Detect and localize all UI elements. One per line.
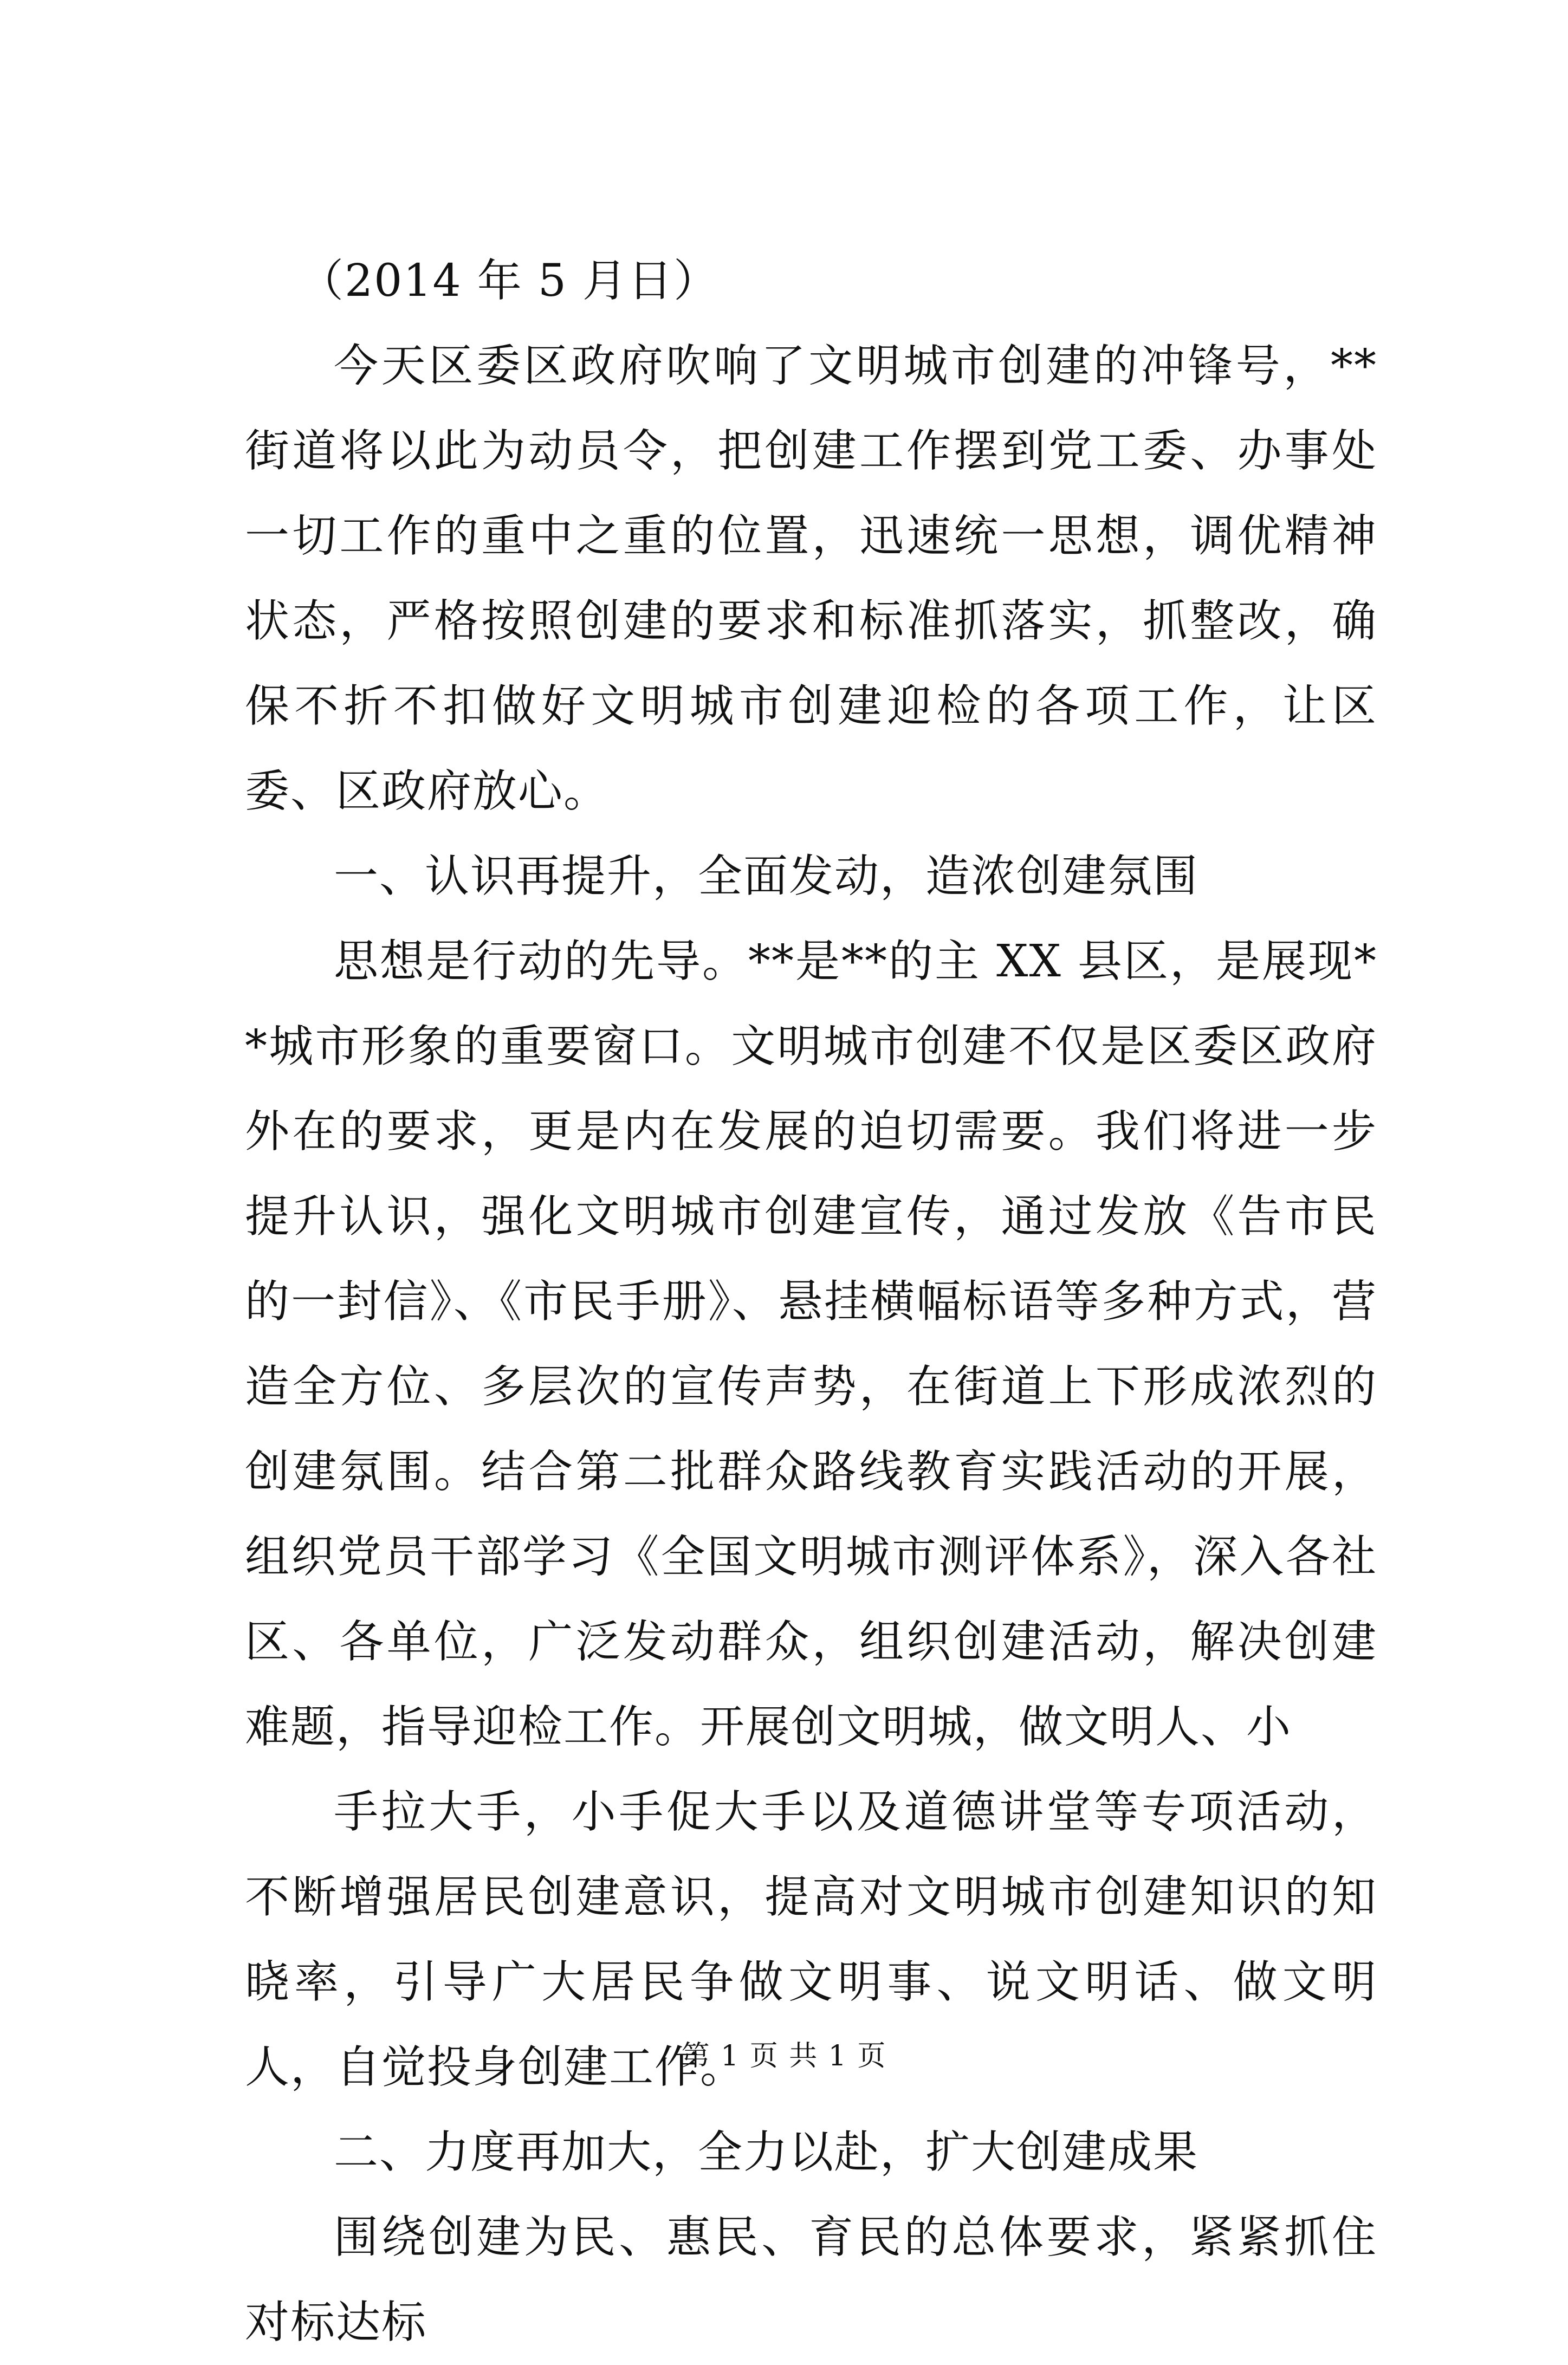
paragraph-section-2: 围绕创建为民、惠民、育民的总体要求，紧紧抓住对标达标 xyxy=(245,2212,1377,2348)
paragraph-section-1-continued: 手拉大手，小手促大手以及道德讲堂等专项活动，不断增强居民创建意识，提高对文明城市创建知识的知晓率，引导广大居民争做文明事、说文明话、做文明人，自觉投身创建工作。 xyxy=(245,1786,1377,2093)
paragraph-intro: 今天区委区政府吹响了文明城市创建的冲锋号，**街道将以此为动员令，把创建工作摆到党工委、办事处一切工作的重中之重的位置，迅速统一思想，调优精神状态，严格按照创建的要求和标准抓落实，抓整改，确保不折不扣做好文明城市创建迎检的各项工作，让区委、区政府放心。 xyxy=(245,340,1377,817)
page-footer: 第 1 页 共 1 页 xyxy=(681,2040,887,2072)
section-heading-1: 一、认识再提升，全面发动，造浓创建氛围 xyxy=(334,851,1199,902)
section-heading-2: 二、力度再加大，全力以赴，扩大创建成果 xyxy=(334,2127,1199,2178)
paragraph-section-1: 思想是行动的先导。**是**的主 XX 县区，是展现**城市形象的重要窗口。文明城市创建不仅是区委区政府外在的要求，更是内在发展的迫切需要。我们将进一步提升认识，强化文明城市创建宣传，通过发放《告市民的一封信》、《市民手册》、悬挂横幅标语等多种方式，营造全方位、多层次的宣传声势，在街道上下形成浓烈的创建氛围。结合第二批群众路线教育实践活动的开展，组织党员干部学习《全国文明城市测评体系》，深入各社区、各单位，广泛发动群众，组织创建活动，解决创建难题，指导迎检工作。开展创文明城，做文明人、小 xyxy=(245,936,1377,1753)
date-line: （2014 年 5 月日） xyxy=(299,255,720,307)
